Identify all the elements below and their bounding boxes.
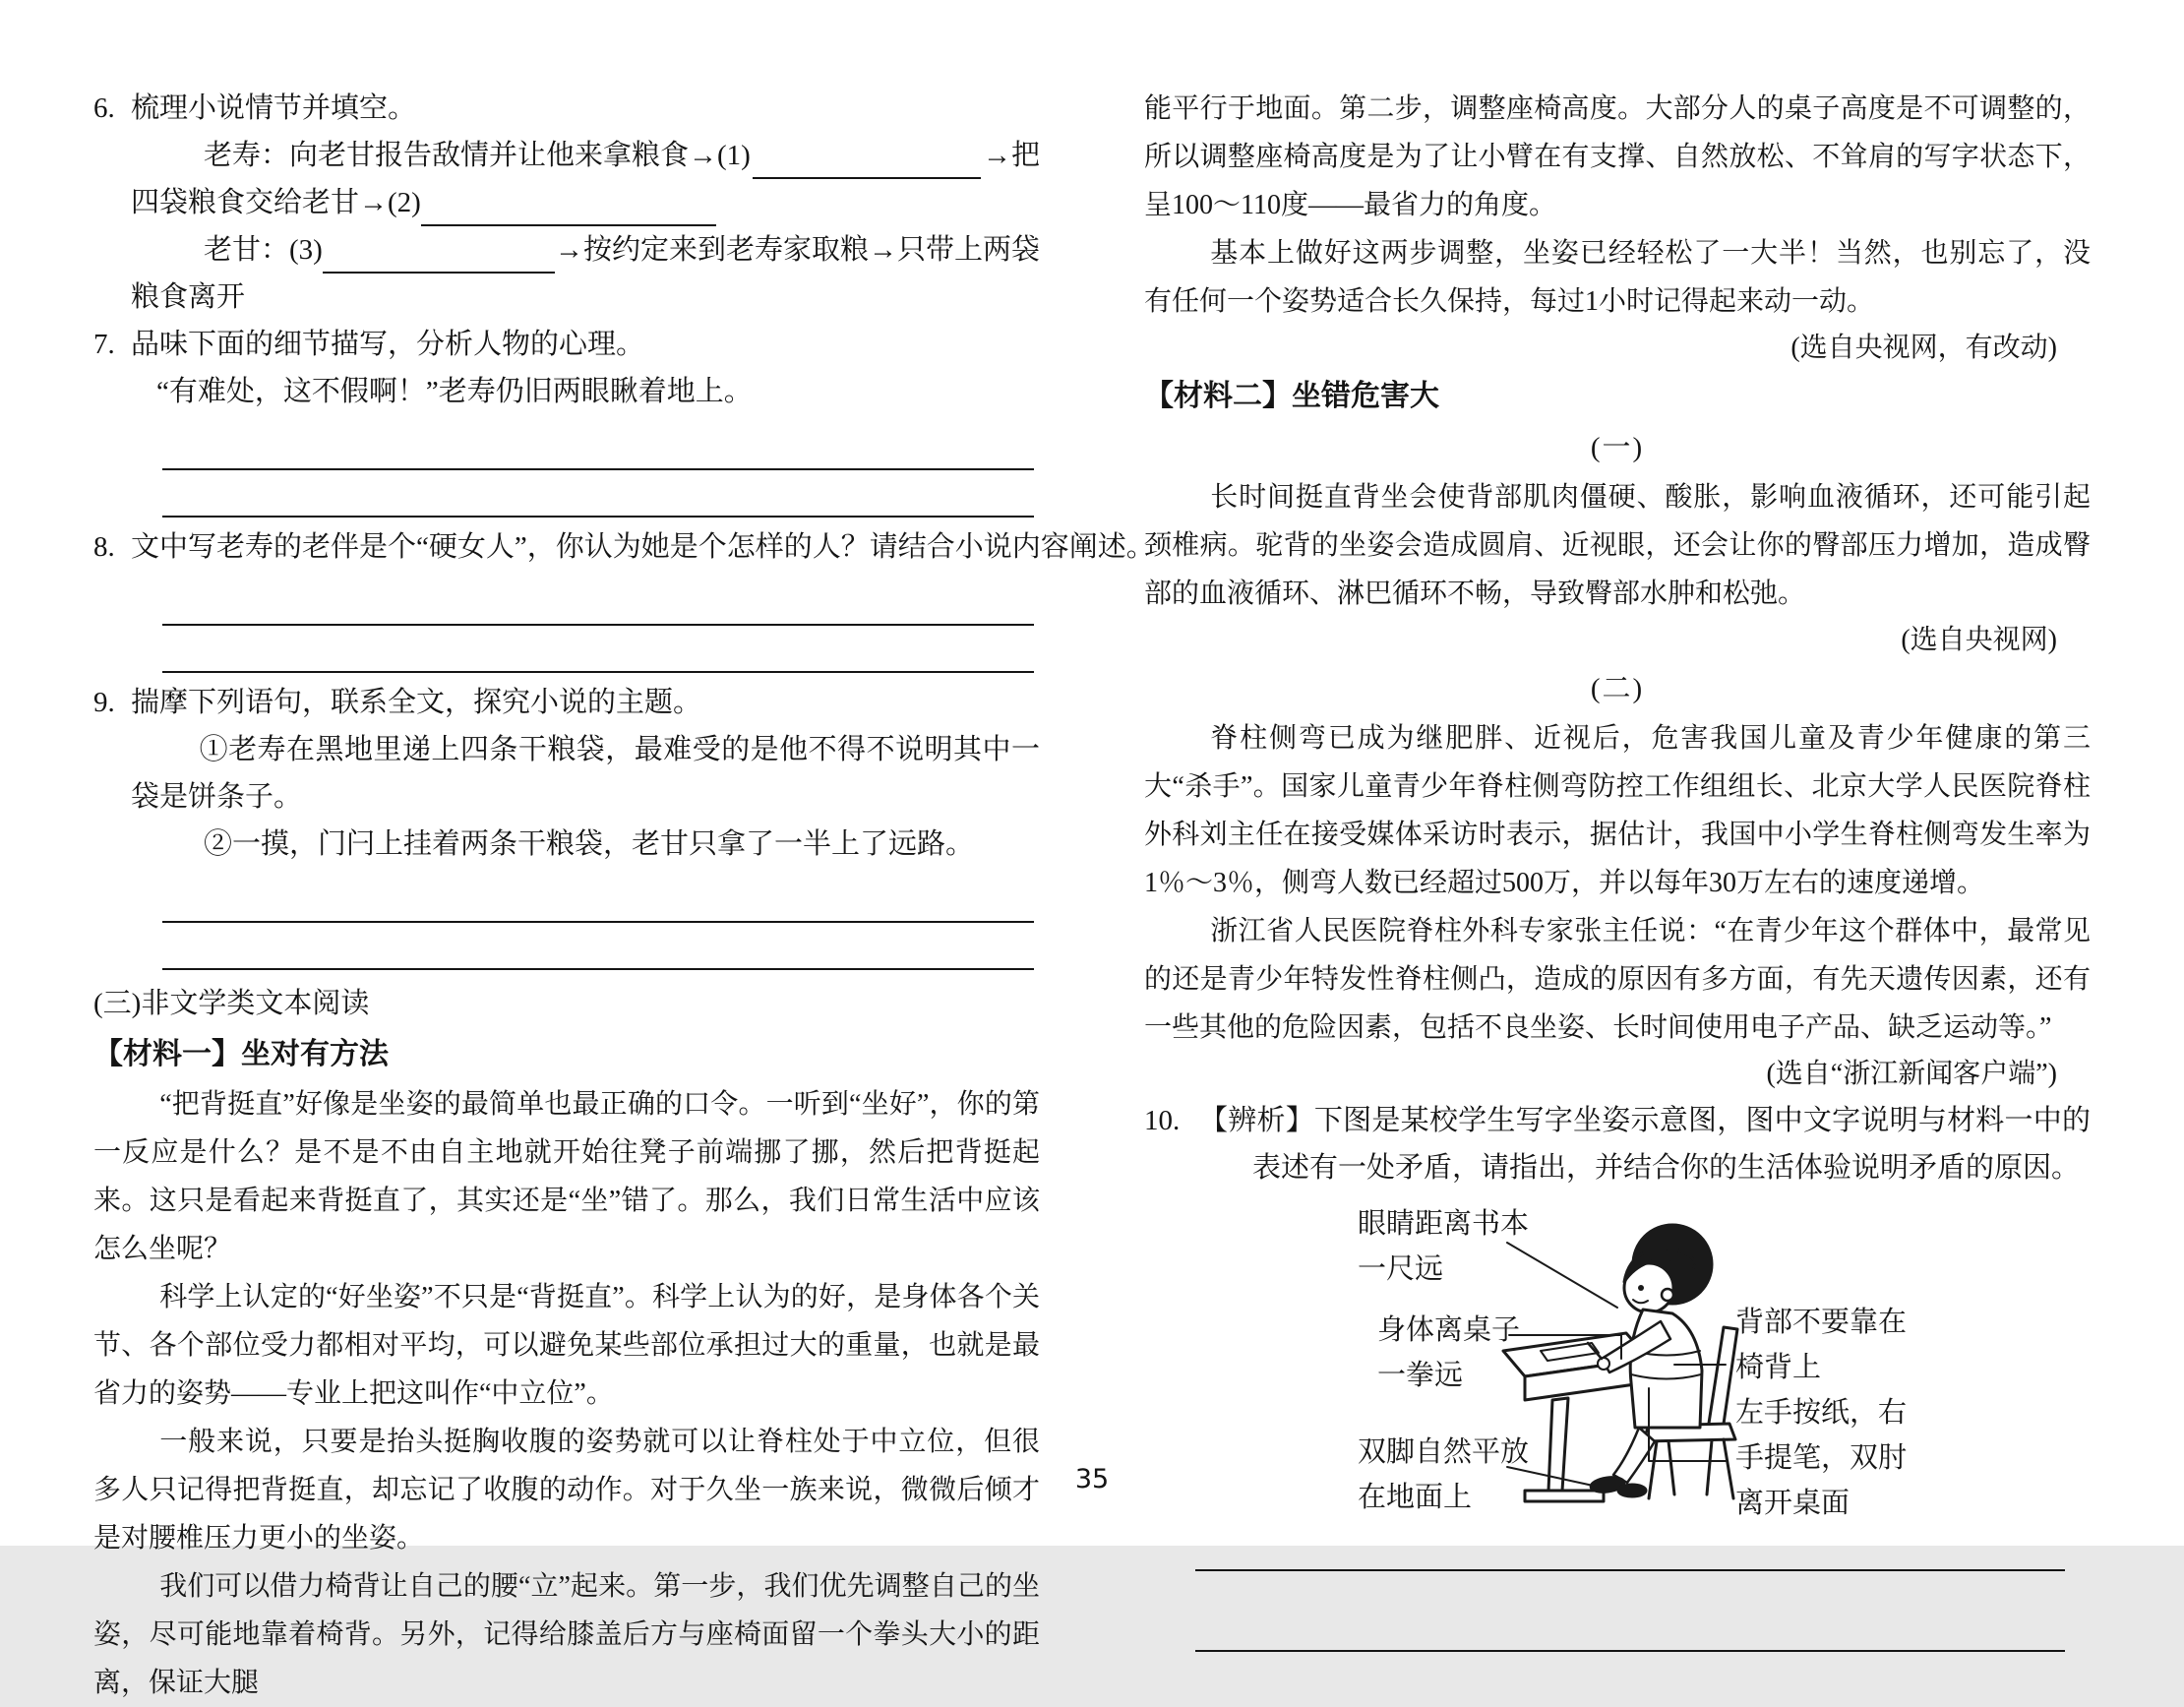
material-1-paragraph-continued: 能平行于地面。第二步，调整座椅高度。大部分人的桌子高度是不可调整的，所以调整座椅高度是为了让小臂在有支撑、自然放松、不耸肩的写字状态下，呈100～110度——最省力的角度。 bbox=[1144, 93, 2091, 220]
question-10 bbox=[1144, 1097, 2091, 1191]
question-8-prompt: 文中写老寿的老伴是个“硬女人”，你认为她是个怎样的人？请结合小说内容阐述。 bbox=[131, 531, 1155, 563]
material-2-paragraph: 脊柱侧弯已成为继肥胖、近视后，危害我国儿童及青少年健康的第三大“杀手”。国家儿童青少年脊柱侧弯防控工作组组长、北京大学人民医院脊柱外科刘主任在接受媒体采访时表示，据估计，我国中小学生脊柱侧弯发生率为1％～3％，侧弯人数已经超过500万，并以每年30万左右的速度递增。 bbox=[1144, 723, 2091, 898]
right-page-column bbox=[1144, 85, 2091, 1652]
answer-line bbox=[162, 579, 1034, 626]
question-9-item-2: ②一摸，门闩上挂着两条干粮袋，老甘只拿了一半上了远路。 bbox=[204, 828, 975, 860]
answer-line bbox=[162, 923, 1034, 970]
material-1-paragraph: “把背挺直”好像是坐姿的最简单也最正确的口令。一听到“坐好”，你的第一反应是什么？是不是不由自主地就开始往凳子前端挪了挪，然后把背挺起来。这只是看起来背挺直了，其实还是“坐”错了。那么，我们日常生活中应该怎么坐呢？ bbox=[93, 1089, 1040, 1264]
answer-line bbox=[162, 470, 1034, 518]
question-6 bbox=[93, 85, 1040, 132]
diagram-label-eyes: 一尺远 bbox=[1358, 1253, 1444, 1285]
flow-text: →按约定来到老寿家取粮→只带上两袋 bbox=[554, 234, 1040, 266]
material-1-heading: 【材料一】坐对有方法 bbox=[93, 1038, 389, 1070]
answer-line bbox=[162, 626, 1034, 673]
plot-flow-line-2 bbox=[93, 179, 1040, 226]
question-9-number: 9. bbox=[93, 687, 115, 718]
spacer bbox=[93, 726, 131, 821]
fill-in-blank-1 bbox=[753, 140, 981, 179]
diagram-label-body: 身体离桌子 bbox=[1377, 1314, 1521, 1346]
material-1-paragraph: 我们可以借力椅背让自己的腰“立”起来。第一步，我们优先调整自己的坐姿，尽可能地靠着椅背。另外，记得给膝盖后方与座椅面留一个拳头大小的距离，保证大腿 bbox=[93, 1571, 1040, 1698]
page-number: 35 bbox=[1074, 1464, 1110, 1494]
question-9-item-1: ①老寿在黑地里递上四条干粮袋，最难受的是他不得不说明其中一袋是饼条子。 bbox=[93, 726, 1040, 821]
flow-text: 老甘：(3) bbox=[204, 234, 323, 266]
fill-in-blank-3 bbox=[323, 234, 555, 274]
material-2-heading: 【材料二】坐错危害大 bbox=[1144, 380, 1439, 412]
question-6-prompt: 梳理小说情节并填空。 bbox=[131, 92, 417, 124]
plot-flow-line-1 bbox=[93, 132, 1040, 179]
question-7-number: 7. bbox=[93, 329, 115, 360]
question-10-prompt: 【辨析】下图是某校学生写字坐姿示意图，图中文字说明与材料一中的表述有一处矛盾，请指出，并结合你的生活体验说明矛盾的原因。 bbox=[1199, 1105, 2091, 1184]
source-attribution: (选自“浙江新闻客户端”) bbox=[1766, 1059, 2057, 1089]
material-1-paragraph: 一般来说，只要是抬头挺胸收腹的姿势就可以让脊柱处于中立位，但很多人只记得把背挺直，却忘记了收腹的动作。对于久坐一族来说，微微后倾才是对腰椎压力更小的坐姿。 bbox=[93, 1427, 1040, 1554]
question-7-quote: “有难处，这不假啊！”老寿仍旧两眼瞅着地上。 bbox=[156, 376, 753, 407]
diagram-label-hands: 离开桌面 bbox=[1735, 1488, 1850, 1519]
question-10-number: 10. bbox=[1144, 1105, 1181, 1136]
plot-flow-line-3 bbox=[93, 226, 1040, 274]
question-9 bbox=[93, 679, 1040, 726]
material-2-part-2-label: (二) bbox=[1590, 673, 1645, 704]
answer-line bbox=[162, 423, 1034, 470]
answer-line bbox=[162, 876, 1034, 923]
source-attribution: (选自央视网，有改动) bbox=[1790, 333, 2057, 363]
section-3-title: (三)非文学类文本阅读 bbox=[93, 988, 370, 1019]
diagram-label-back: 背部不要靠在 bbox=[1735, 1307, 1908, 1338]
question-6-number: 6. bbox=[93, 92, 115, 124]
diagram-label-hands: 左手按纸，右 bbox=[1735, 1397, 1908, 1429]
fill-in-blank-2 bbox=[421, 187, 716, 226]
answer-line bbox=[1195, 1571, 2065, 1652]
question-8 bbox=[93, 523, 1155, 571]
material-2-part-1-label: (一) bbox=[1590, 432, 1645, 463]
diagram-label-feet: 双脚自然平放 bbox=[1358, 1436, 1530, 1468]
source-attribution: (选自央视网) bbox=[1901, 625, 2057, 655]
diagram-label-feet: 在地面上 bbox=[1358, 1482, 1473, 1513]
flow-text: 四袋粮食交给老甘→(2) bbox=[131, 187, 421, 218]
material-2-paragraph: 浙江省人民医院脊柱外科专家张主任说：“在青少年这个群体中，最常见的还是青少年特发性脊柱侧凸，造成的原因有多方面，有先天遗传因素，还有一些其他的危险因素，包括不良坐姿、长时间使用电子产品、缺乏运动等。” bbox=[1144, 916, 2091, 1043]
plot-flow-line-4: 粮食离开 bbox=[131, 281, 246, 313]
diagram-label-hands: 手提笔，双肘 bbox=[1735, 1442, 1908, 1474]
question-9-prompt: 揣摩下列语句，联系全文，探究小说的主题。 bbox=[131, 687, 702, 718]
flow-text: 老寿：向老甘报告敌情并让他来拿粮食→(1) bbox=[204, 140, 751, 171]
material-2-paragraph: 长时间挺直背坐会使背部肌肉僵硬、酸胀，影响血液循环，还可能引起颈椎病。驼背的坐姿会造成圆肩、近视眼，还会让你的臀部压力增加，造成臀部的血液循环、淋巴循环不畅，导致臀部水肿和松弛。 bbox=[1144, 482, 2091, 609]
diagram-label-back: 椅背上 bbox=[1735, 1352, 1822, 1383]
material-1-paragraph: 基本上做好这两步调整，坐姿已经轻松了一大半！当然，也别忘了，没有任何一个姿势适合长久保持，每过1小时记得起来动一动。 bbox=[1144, 238, 2091, 317]
material-1-paragraph: 科学上认定的“好坐姿”不只是“背挺直”。科学上认为的好，是身体各个关节、各个部位受力都相对平均，可以避免某些部位承担过大的重量，也就是最省力的姿势——专业上把这叫作“中立位”。 bbox=[93, 1282, 1040, 1409]
diagram-label-body: 一拳远 bbox=[1377, 1360, 1464, 1391]
leader-line-eyes bbox=[1507, 1243, 1617, 1308]
diagram-label-eyes: 眼睛距离书本 bbox=[1358, 1208, 1530, 1240]
question-7-prompt: 品味下面的细节描写，分析人物的心理。 bbox=[131, 329, 645, 360]
question-8-number: 8. bbox=[93, 531, 115, 563]
question-7 bbox=[93, 321, 1040, 368]
answer-line bbox=[1195, 1528, 2065, 1571]
flow-text: →把 bbox=[982, 140, 1040, 171]
